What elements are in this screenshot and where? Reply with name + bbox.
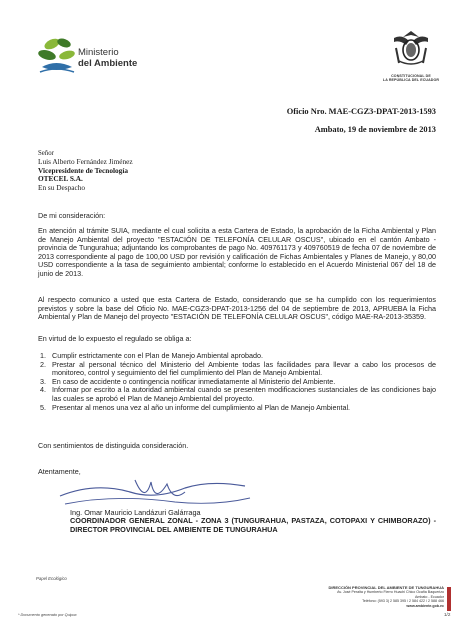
page-number: 1/2 xyxy=(444,612,451,617)
list-item: 2. Prestar al personal técnico del Ministerio del Ambiente todas las facilidades para llevar a cabo los procesos de monitoreo, control y seguimiento del fiel cumplimiento del Plan de Manejo Ambiental. xyxy=(48,361,436,378)
signer-title: COORDINADOR GENERAL ZONAL - ZONA 3 (TUNGURAHUA, PASTAZA, COTOPAXI Y CHIMBORAZO) - DIRECTOR PROVINCIAL DEL AMBIENTE DE TUNGURAHUA xyxy=(70,516,436,534)
document-reference: Oficio Nro. MAE-CGZ3-DPAT-2013-1593 xyxy=(286,107,436,116)
footer-office-name: DIRECCIÓN PROVINCIAL DEL AMBIENTE DE TUNGURAHUA xyxy=(328,585,444,590)
seal-caption-line2: LA REPÚBLICA DEL ECUADOR xyxy=(382,78,440,82)
document-date: Ambato, 19 de noviembre de 2013 xyxy=(314,125,436,134)
seal-caption-line1: CONSTITUCIONAL DE xyxy=(391,74,431,78)
list-item: 5. Presentar al menos una vez al año un informe del cumplimiento al Plan de Manejo Ambiental. xyxy=(48,404,436,413)
footer-address-line2: Ambato - Ecuador xyxy=(415,594,444,599)
ecuador-seal xyxy=(382,28,440,84)
list-item: 4. Informar por escrito a la autoridad ambiental cuando se presenten modificaciones sustanciales de las condiciones bajo las cuales se aprobó el Plan de Manejo Ambiental del proyecto. xyxy=(48,386,436,403)
signer-name: Ing. Omar Mauricio Landázuri Galárraga xyxy=(70,508,201,517)
list-item: 1. Cumplir estrictamente con el Plan de Manejo Ambiental aprobado. xyxy=(48,352,436,361)
greeting: De mi consideración: xyxy=(38,211,106,220)
obligations-list xyxy=(38,352,436,412)
farewell: Atentamente, xyxy=(38,467,81,476)
recipient-company: OTECEL S.A. xyxy=(38,174,83,184)
paragraph-request: En atención al trámite SUIA, mediante el cual solicita a esta Cartera de Estado, la aprobación de la Ficha Ambiental y Plan de Manejo Ambiental del proyecto "ESTACIÓN DE TELEFONÍA CELULAR OSCUS", ubicado en el cantón Ambato - provincia de Tungurahua; adjuntando los comprobantes de pago No. 409761173 y 409760519 de fecha 07 de noviembre de 2013 correspondiente al pago de 100,00 USD por revisión y calificación de Fichas Ambientales y Planes de Manejo, y 80,00 USD correspondiente a la tasa de seguimiento ambiental; conforme lo establecido en el Acuerdo Ministerial 067 del 18 de junio de 2013. xyxy=(38,226,436,278)
recipient-position: Vicepresidente de Tecnología xyxy=(38,165,128,175)
ministry-logo xyxy=(36,35,136,79)
paragraph-obligations-intro: En virtud de lo expuesto el regulado se obliga a: xyxy=(38,334,192,343)
recipient-salutation: Señor xyxy=(38,150,54,157)
footer-website: www.ambiente.gob.ec xyxy=(406,603,444,608)
footer-stamp-bar xyxy=(447,587,451,611)
footer-address-line1: Av. José Peralta y Humberto Fierro Huachi Chico Ocaña Baquerizo xyxy=(337,590,444,595)
leaf-emblem-icon xyxy=(36,35,78,77)
paper-note: Papel Ecológico xyxy=(36,576,67,581)
coat-of-arms-icon xyxy=(382,28,440,68)
recipient-name: Luis Alberto Fernández Jiménez xyxy=(38,157,133,167)
footer-phones: Teléfono: (593 3) 2 585 395 / 2 584 422 / 2 588 466 xyxy=(362,599,444,604)
ministry-name-line1: Ministerio xyxy=(78,47,119,58)
document-generated-note: * Documento generado por Quipux xyxy=(18,613,77,617)
paragraph-approval: Al respecto comunico a usted que esta Cartera de Estado, considerando que se ha cumplido con los requerimientos previstos y sobre la base del Oficio No. MAE-CGZ3-DPAT-2013-1256 del 04 de septiembre de 2013, APRUEBA la Ficha Ambiental y Plan de Manejo del proyecto "ESTACIÓN DE TELEFONÍA CELULAR OSCUS", código MAE-RA-2013-35359. xyxy=(38,295,436,322)
ministry-name-line2: del Ambiente xyxy=(78,58,138,69)
recipient-block xyxy=(38,150,298,192)
list-item: 3. En caso de accidente o contingencia notificar inmediatamente al Ministerio del Ambiente. xyxy=(48,378,436,387)
closing-line: Con sentimientos de distinguida consideración. xyxy=(38,441,189,450)
recipient-office: En su Despacho xyxy=(38,182,86,192)
footer-address-block xyxy=(250,586,444,608)
